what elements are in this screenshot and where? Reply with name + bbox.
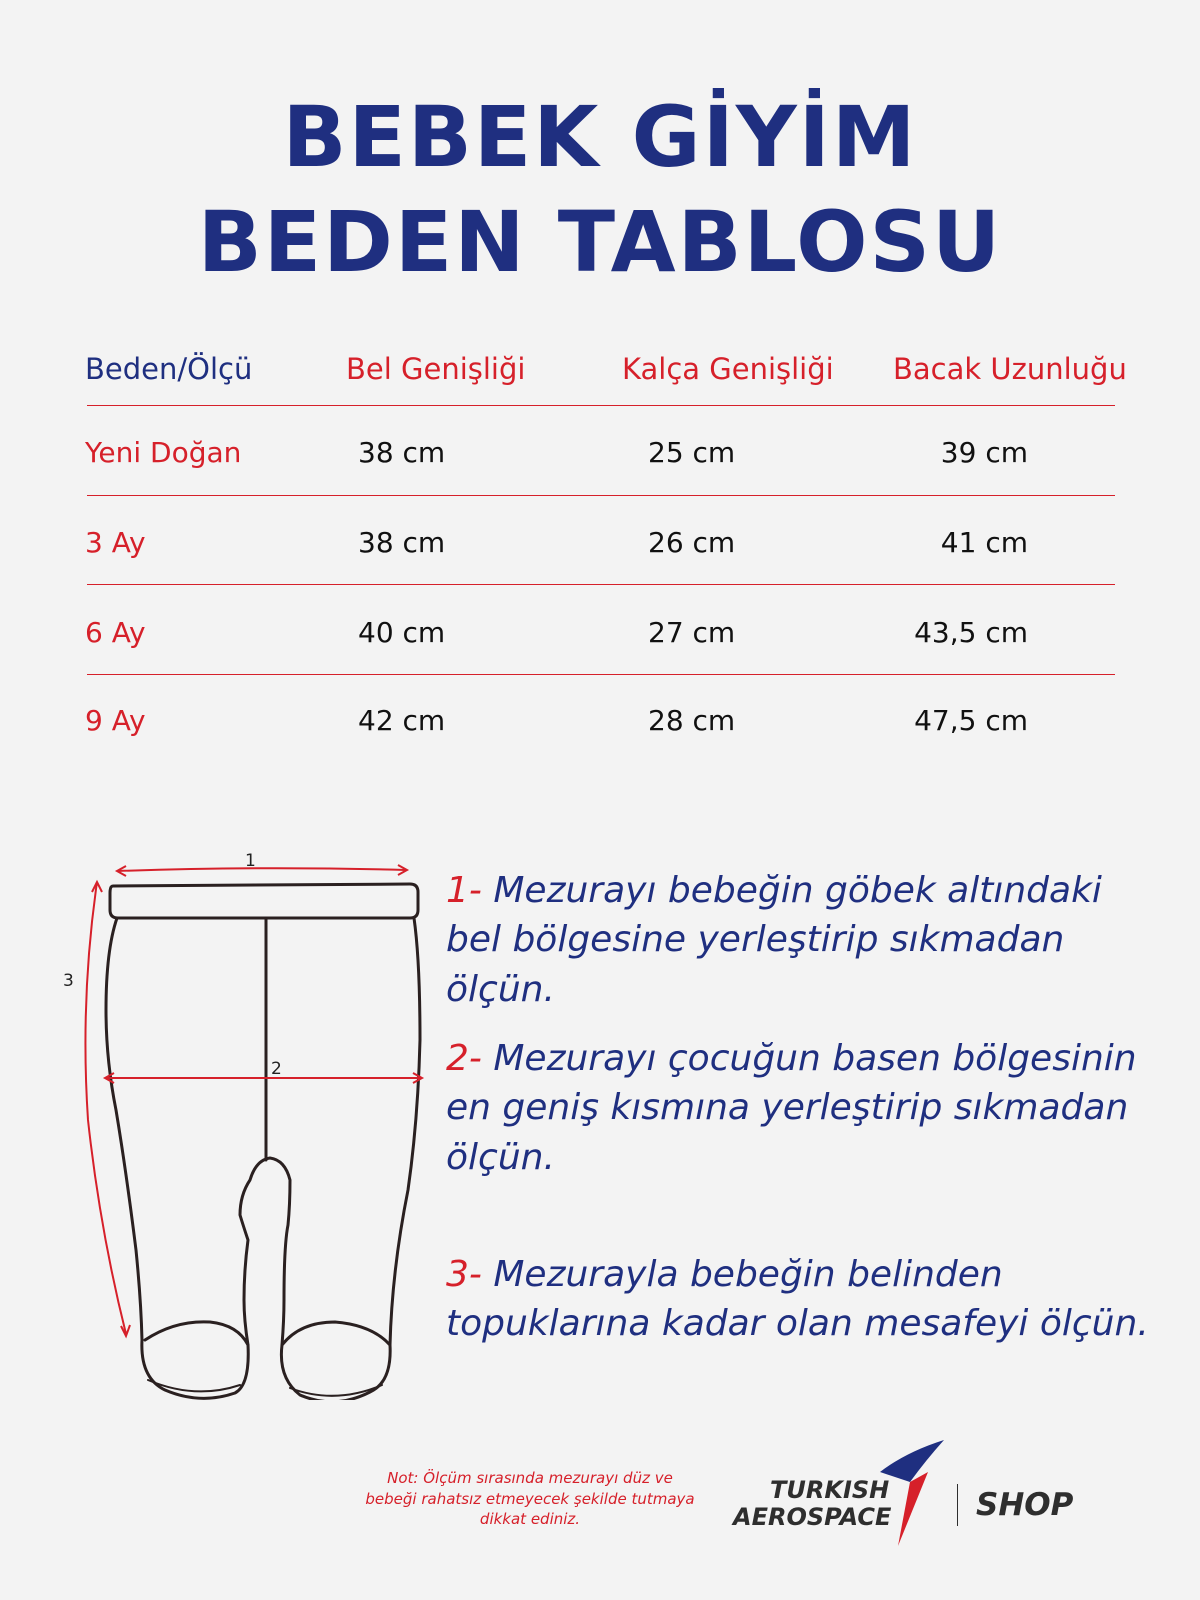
cell-size: 3 Ay bbox=[85, 526, 146, 559]
table-divider bbox=[87, 674, 1115, 675]
brand-line1: TURKISH bbox=[770, 1476, 890, 1504]
cell-size: 6 Ay bbox=[85, 616, 146, 649]
cell-hip: 28 cm bbox=[648, 704, 736, 737]
measurement-arrows-icon bbox=[85, 865, 422, 1336]
table-divider bbox=[87, 584, 1115, 585]
brand-line2: AEROSPACE bbox=[733, 1503, 892, 1531]
diagram-label-3: 3 bbox=[63, 971, 74, 991]
diagram-label-1: 1 bbox=[245, 851, 256, 871]
instruction-text: Mezurayla bebeğin belinden topuklarına kadar olan mesafeyi ölçün. bbox=[446, 1254, 1149, 1345]
page-title-line1: BEBEK GİYİM bbox=[282, 88, 918, 186]
table-divider bbox=[87, 405, 1115, 406]
cell-hip: 27 cm bbox=[648, 616, 736, 649]
header-waist: Bel Genişliği bbox=[346, 352, 526, 386]
cell-hip: 26 cm bbox=[648, 526, 736, 559]
instruction-number: 3- bbox=[446, 1254, 482, 1295]
cell-waist: 38 cm bbox=[358, 526, 446, 559]
header-hip: Kalça Genişliği bbox=[622, 352, 834, 386]
instruction-number: 2- bbox=[446, 1038, 482, 1079]
instruction-1 bbox=[446, 866, 1166, 1014]
pants-outline-icon bbox=[106, 884, 420, 1400]
measurement-note: Not: Ölçüm sırasında mezurayı düz ve bebeği rahatsız etmeyecek şekilde tutmaya dikkat ediniz. bbox=[365, 1469, 695, 1529]
diagram-label-2: 2 bbox=[271, 1059, 282, 1079]
instruction-2 bbox=[446, 1034, 1166, 1182]
instruction-text: Mezurayı çocuğun basen bölgesinin en geniş kısmına yerleştirip sıkmadan ölçün. bbox=[446, 1038, 1137, 1178]
instruction-number: 1- bbox=[446, 870, 482, 911]
aerospace-arrow-icon bbox=[876, 1438, 946, 1548]
cell-leg: 39 cm bbox=[940, 436, 1028, 469]
cell-leg: 41 cm bbox=[940, 526, 1028, 559]
cell-size: Yeni Doğan bbox=[85, 436, 242, 469]
page-title-line2: BEDEN TABLOSU bbox=[197, 193, 1003, 291]
cell-leg: 43,5 cm bbox=[914, 616, 1028, 649]
brand-divider bbox=[957, 1484, 958, 1526]
instruction-text: Mezurayı bebeğin göbek altındaki bel bölgesine yerleştirip sıkmadan ölçün. bbox=[446, 870, 1102, 1010]
header-size: Beden/Ölçü bbox=[85, 352, 253, 386]
brand-shop: SHOP bbox=[976, 1487, 1074, 1523]
table-divider bbox=[87, 495, 1115, 496]
cell-leg: 47,5 cm bbox=[914, 704, 1028, 737]
cell-size: 9 Ay bbox=[85, 704, 146, 737]
instruction-3 bbox=[446, 1250, 1166, 1349]
cell-hip: 25 cm bbox=[648, 436, 736, 469]
cell-waist: 40 cm bbox=[358, 616, 446, 649]
pants-measurement-diagram bbox=[0, 840, 460, 1400]
cell-waist: 38 cm bbox=[358, 436, 446, 469]
cell-waist: 42 cm bbox=[358, 704, 446, 737]
header-leg: Bacak Uzunluğu bbox=[893, 352, 1127, 386]
